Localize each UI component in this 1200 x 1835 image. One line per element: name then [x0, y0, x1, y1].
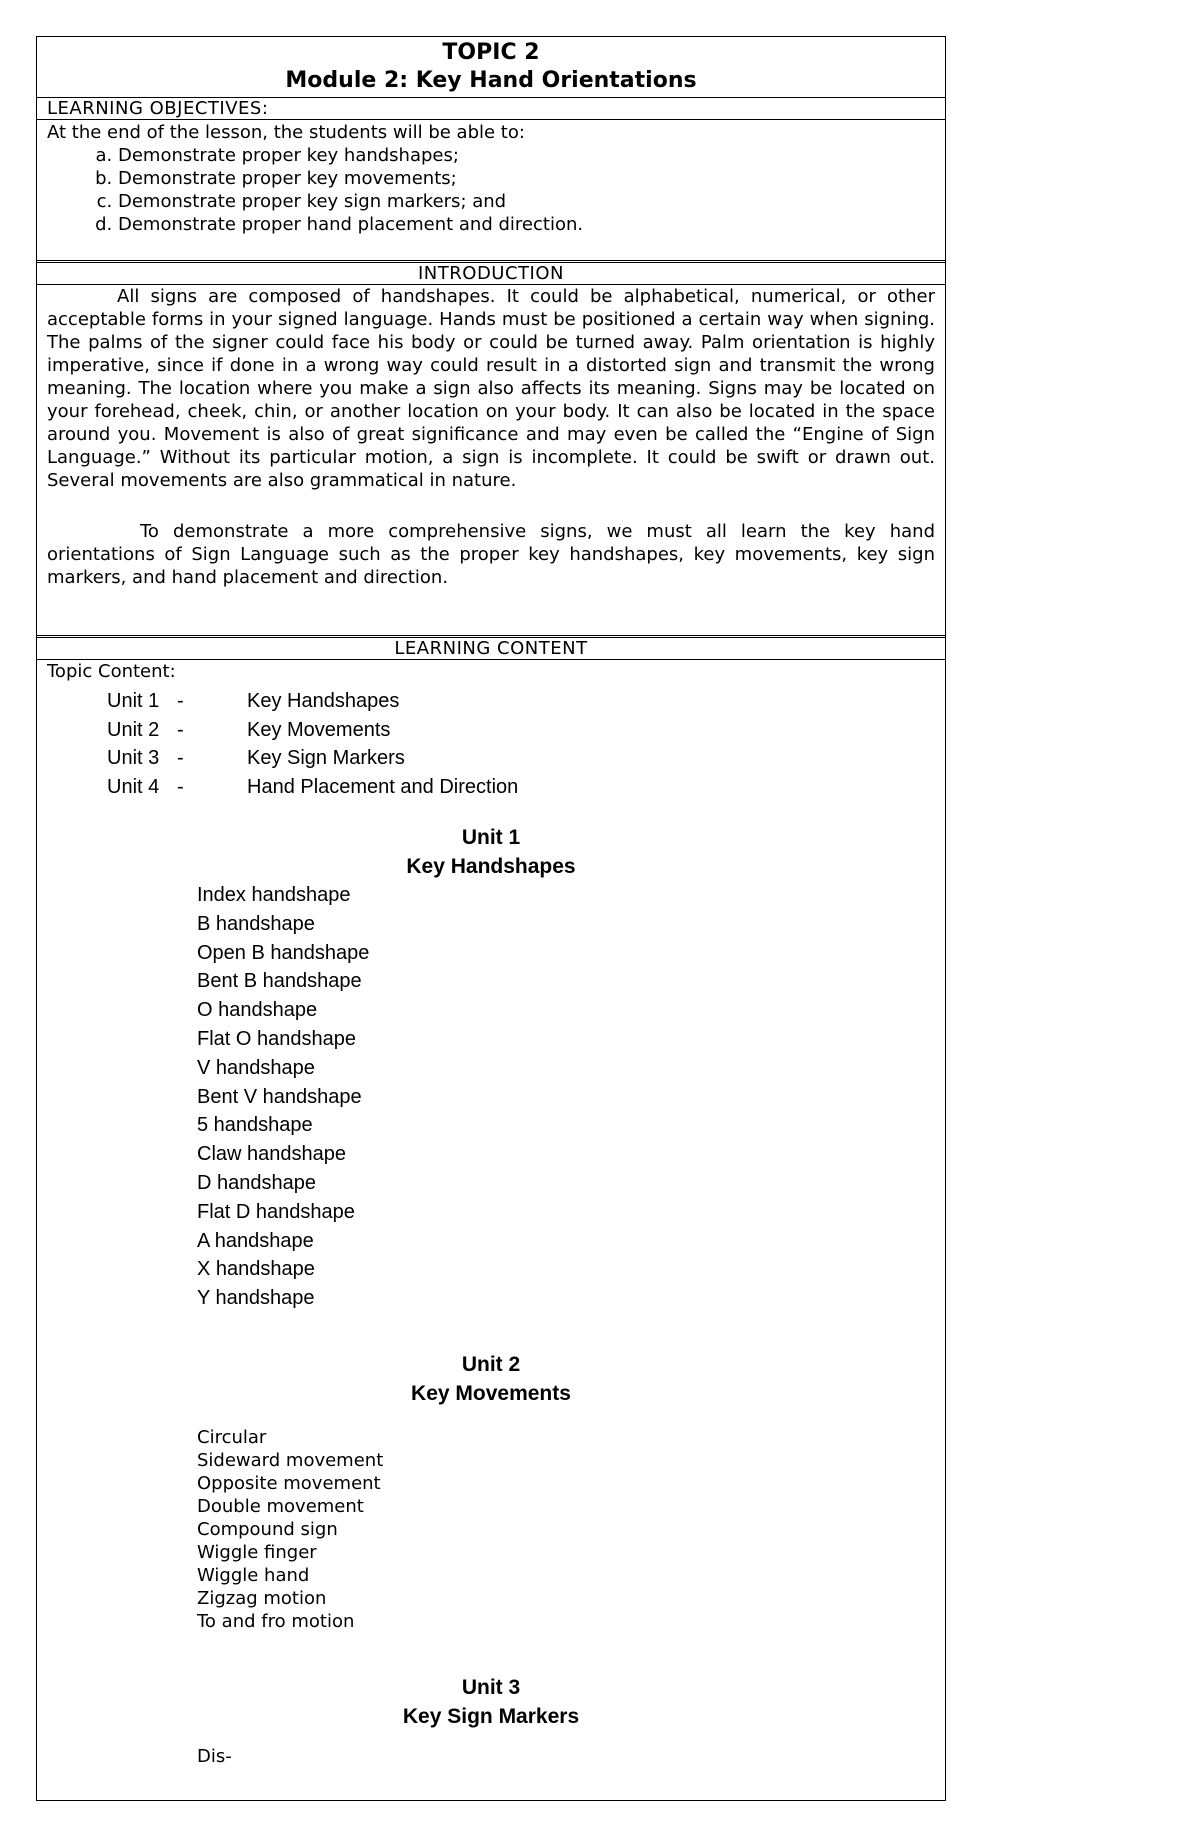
list-item: Dis- — [197, 1745, 232, 1767]
list-item: Opposite movement — [197, 1472, 381, 1494]
list-item: D handshape — [197, 1171, 316, 1194]
list-item: Open B handshape — [197, 941, 370, 964]
unit-name: Key Movements — [247, 718, 391, 741]
list-item: To and fro motion — [197, 1610, 355, 1632]
unit-2-title: Key Movements — [411, 1381, 571, 1405]
unit-dash: - — [177, 747, 184, 769]
list-item: Claw handshape — [197, 1143, 346, 1166]
topic-title: TOPIC 2 — [442, 40, 540, 65]
unit-number: Unit 1 — [107, 690, 160, 712]
unit-overview-row — [47, 687, 935, 716]
intro-paragraph-1: All signs are composed of handshapes. It could be alphabetical, numerical, or other acceptable forms in your signed language. Hands must be positioned a certain way when signing. The palms of the signer could face his body or could be turned away. Palm orientation is highly imperative, since if done in a wrong way could result in a distorted sign and transmit the wrong meaning. The location where you make a sign also affects its meaning. Signs may be located on your forehead, cheek, chin, or another location on your body. It can also be located in the space around you. Movement is also of great significance and may even be called the “Engine of Sign Language.” Without its particular motion, a sign is incomplete. It could be swift or drawn out. Several movements are also grammatical in nature. — [47, 286, 935, 491]
objectives-heading: LEARNING OBJECTIVES: — [37, 98, 945, 120]
document-header — [37, 37, 945, 98]
topic-content-label: Topic Content: — [47, 661, 176, 682]
list-item: B handshape — [197, 912, 315, 935]
objectives-intro: At the end of the lesson, the students will be able to: — [47, 122, 525, 143]
list-item: Bent B handshape — [197, 970, 362, 993]
learning-content-section — [37, 660, 945, 1768]
unit-dash: - — [177, 775, 184, 798]
list-item: Flat D handshape — [197, 1200, 355, 1223]
unit-3-title: Key Sign Markers — [402, 1704, 580, 1728]
introduction-heading: INTRODUCTION — [37, 262, 945, 285]
unit-2-label: Unit 2 — [461, 1352, 521, 1376]
list-item: Sideward movement — [197, 1449, 384, 1471]
unit-name: Key Sign Markers — [247, 747, 405, 769]
objective-item: a. Demonstrate proper key handshapes; — [118, 144, 935, 167]
module-document — [36, 36, 946, 1801]
list-item: Flat O handshape — [197, 1027, 356, 1050]
objectives-section — [37, 120, 945, 261]
unit-dash: - — [177, 690, 184, 712]
unit-overview-list — [47, 687, 935, 801]
list-item: Bent V handshape — [197, 1085, 362, 1108]
list-item: O handshape — [197, 999, 318, 1022]
intro-paragraph-2: To demonstrate a more comprehensive signs, we must all learn the key hand orientations of Sign Language such as the proper key handshapes, key movements, key sign markers, and hand placement and direction. — [47, 521, 935, 588]
unit-1-label: Unit 1 — [461, 826, 521, 849]
list-item: Wiggle hand — [197, 1564, 310, 1586]
list-item: Zigzag motion — [197, 1587, 327, 1609]
list-item: V handshape — [197, 1056, 315, 1079]
unit-name: Hand Placement and Direction — [247, 775, 519, 798]
unit-dash: - — [177, 718, 184, 741]
list-item: Compound sign — [197, 1518, 338, 1540]
unit-1-title: Key Handshapes — [406, 855, 576, 878]
unit-number: Unit 2 — [107, 718, 160, 741]
unit-3-label: Unit 3 — [461, 1675, 521, 1699]
objectives-list — [47, 144, 935, 236]
handshape-list — [47, 881, 935, 1313]
unit-overview-row — [47, 716, 935, 745]
unit-overview-row — [47, 773, 935, 802]
list-item: Y handshape — [197, 1287, 315, 1310]
movement-list — [47, 1426, 935, 1633]
list-item: Wiggle finger — [197, 1541, 317, 1563]
unit-overview-row — [47, 744, 935, 773]
module-title: Module 2: Key Hand Orientations — [285, 68, 697, 93]
unit-name: Key Handshapes — [247, 690, 400, 712]
objective-item: b. Demonstrate proper key movements; — [118, 167, 935, 190]
list-item: Double movement — [197, 1495, 364, 1517]
list-item: X handshape — [197, 1258, 315, 1281]
unit-number: Unit 4 — [107, 775, 160, 798]
learning-content-heading: LEARNING CONTENT — [37, 637, 945, 660]
unit-number: Unit 3 — [107, 747, 160, 769]
objective-item: d. Demonstrate proper hand placement and direction. — [118, 213, 935, 236]
introduction-section — [37, 285, 945, 636]
list-item: Circular — [197, 1426, 267, 1448]
list-item: Index handshape — [197, 884, 351, 906]
sign-marker-list — [47, 1745, 935, 1768]
list-item: A handshape — [197, 1229, 314, 1252]
objective-item: c. Demonstrate proper key sign markers; and — [118, 190, 935, 213]
list-item: 5 handshape — [197, 1114, 313, 1137]
